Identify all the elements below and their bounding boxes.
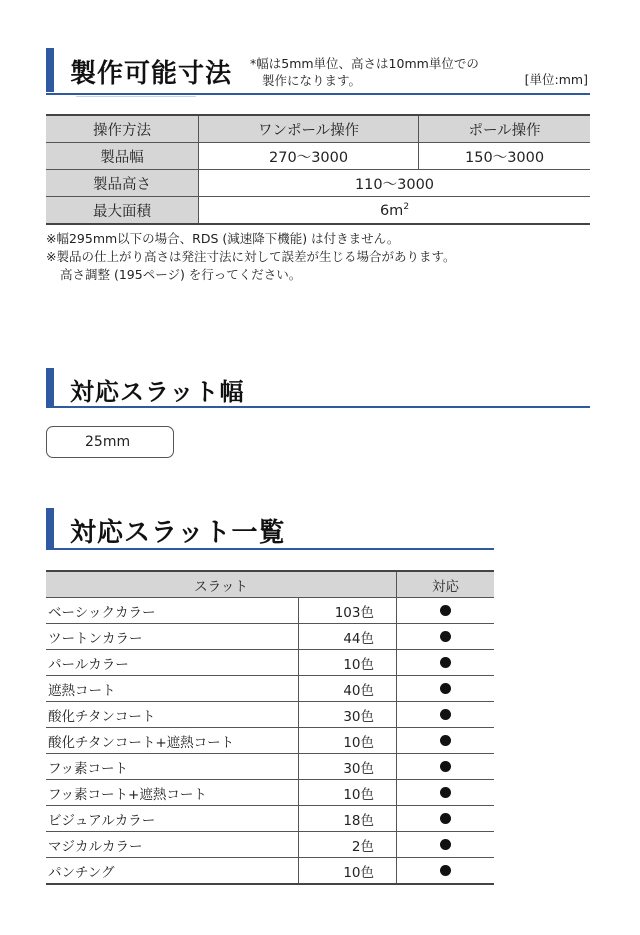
slat-width-box: 25mm (46, 426, 174, 458)
header-one-pole: ワンポール操作 (199, 115, 419, 143)
supported-dot-icon (440, 787, 451, 798)
cell-value: 150〜3000 (419, 143, 590, 170)
note-line: 製作になります。 (262, 73, 362, 88)
table-row (46, 170, 590, 197)
section-title: 対応スラット幅 (70, 378, 245, 406)
table-row (46, 624, 494, 650)
slat-name: ビジュアルカラー (46, 806, 299, 832)
size-spec-table (46, 114, 590, 225)
support-cell (397, 676, 495, 702)
slat-name: ツートンカラー (46, 624, 299, 650)
table-row (46, 754, 494, 780)
table-row (46, 650, 494, 676)
note-line: *幅は5mm単位、高さは10mm単位での (250, 56, 479, 71)
supported-dot-icon (440, 865, 451, 876)
color-count: 10色 (299, 728, 397, 754)
note-line: ※製品の仕上がり高さは発注寸法に対して誤差が生じる場合があります。 (46, 249, 456, 264)
section-heading-slat-width (46, 368, 590, 410)
heading-rule-light (76, 96, 196, 97)
table-row (46, 197, 590, 225)
supported-dot-icon (440, 813, 451, 824)
color-count: 44色 (299, 624, 397, 650)
support-cell (397, 728, 495, 754)
supported-dot-icon (440, 605, 451, 616)
section-title: 製作可能寸法 (70, 59, 233, 89)
table-row (46, 676, 494, 702)
max-area-value: 6m (379, 202, 404, 219)
support-cell (397, 858, 495, 885)
supported-dot-icon (440, 709, 451, 720)
heading-accent-bar (46, 368, 54, 406)
slat-name: パンチング (46, 858, 299, 885)
color-count: 103色 (299, 598, 397, 624)
header-slat: スラット (46, 571, 397, 598)
heading-rule (46, 548, 494, 550)
heading-rule (46, 93, 590, 95)
table-header-row (46, 115, 590, 143)
header-operation: 操作方法 (46, 115, 199, 143)
table-row (46, 598, 494, 624)
superscript: 2 (403, 201, 410, 212)
supported-dot-icon (440, 657, 451, 668)
row-label: 製品高さ (46, 170, 199, 197)
supported-dot-icon (440, 839, 451, 850)
supported-dot-icon (440, 761, 451, 772)
section-title: 対応スラット一覧 (70, 518, 286, 548)
size-notes (46, 230, 455, 284)
support-cell (397, 832, 495, 858)
color-count: 30色 (299, 702, 397, 728)
support-cell (397, 650, 495, 676)
header-support: 対応 (397, 571, 495, 598)
table-row (46, 780, 494, 806)
row-label: 最大面積 (46, 197, 199, 225)
table-row (46, 143, 590, 170)
slat-name: 酸化チタンコート+遮熱コート (46, 728, 299, 754)
slat-name: フッ素コート+遮熱コート (46, 780, 299, 806)
note-line: ※幅295mm以下の場合、RDS (減速降下機能) は付きません。 (46, 231, 400, 246)
slat-name: マジカルカラー (46, 832, 299, 858)
color-count: 2色 (299, 832, 397, 858)
color-count: 10色 (299, 780, 397, 806)
cell-value: 270〜3000 (199, 143, 419, 170)
slat-list-table (46, 570, 494, 885)
heading-accent-bar (46, 508, 54, 548)
slat-name: 酸化チタンコート (46, 702, 299, 728)
support-cell (397, 806, 495, 832)
table-row (46, 728, 494, 754)
table-row (46, 832, 494, 858)
supported-dot-icon (440, 735, 451, 746)
heading-rule (46, 406, 590, 408)
color-count: 10色 (299, 650, 397, 676)
support-cell (397, 598, 495, 624)
table-row (46, 702, 494, 728)
size-unit-note (250, 55, 479, 89)
cell-value: 110〜3000 (199, 170, 591, 197)
table-header-row (46, 571, 494, 598)
supported-dot-icon (440, 631, 451, 642)
row-label: 製品幅 (46, 143, 199, 170)
header-pole: ポール操作 (419, 115, 590, 143)
color-count: 30色 (299, 754, 397, 780)
note-line: 高さ調整 (195ページ) を行ってください。 (60, 267, 302, 282)
unit-label: [単位:mm] (524, 72, 588, 87)
slat-name: 遮熱コート (46, 676, 299, 702)
cell-value (199, 197, 591, 225)
color-count: 18色 (299, 806, 397, 832)
heading-accent-bar (46, 48, 54, 92)
table-row (46, 858, 494, 885)
support-cell (397, 754, 495, 780)
supported-dot-icon (440, 683, 451, 694)
slat-list-body (46, 598, 494, 885)
table-row (46, 806, 494, 832)
slat-name: パールカラー (46, 650, 299, 676)
support-cell (397, 624, 495, 650)
support-cell (397, 780, 495, 806)
section-heading-slat-list (46, 508, 494, 552)
slat-name: ベーシックカラー (46, 598, 299, 624)
support-cell (397, 702, 495, 728)
color-count: 10色 (299, 858, 397, 885)
color-count: 40色 (299, 676, 397, 702)
slat-name: フッ素コート (46, 754, 299, 780)
